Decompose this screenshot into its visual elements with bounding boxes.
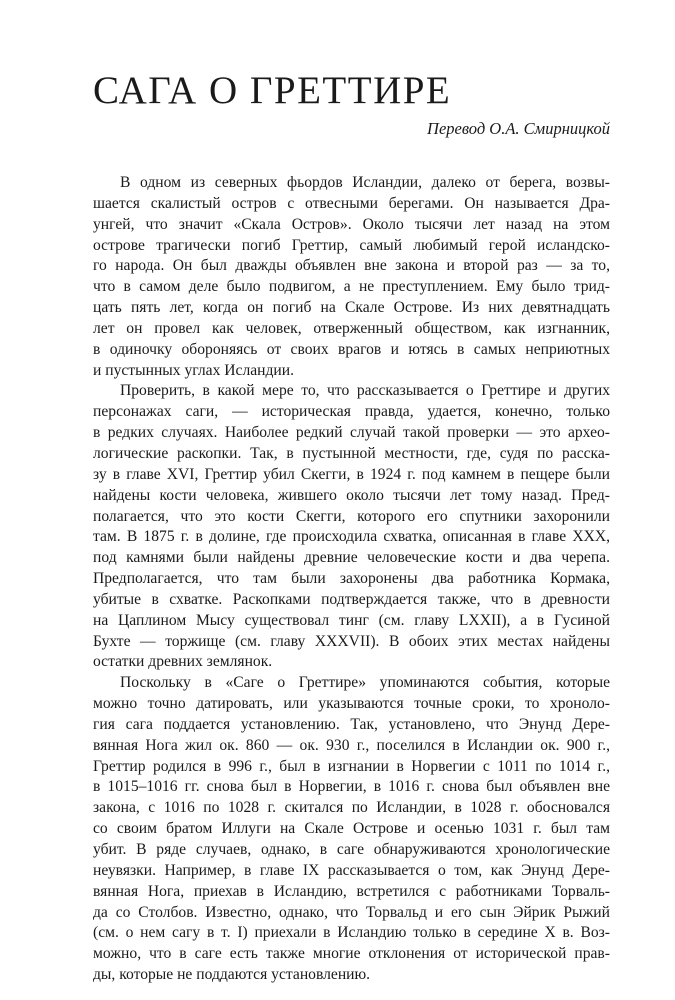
text-line: да со Столбов. Известно, однако, что Торвальд и его сын Эйрик Рыжий (93, 903, 610, 921)
text-line: го народа. Он был дважды объявлен вне закона и второй раз — за то, (93, 257, 610, 275)
chapter-title: САГА О ГРЕТТИРЕ (93, 69, 452, 112)
text-line: полагается, что это кости Скегги, которого его спутники захоронили (93, 507, 610, 525)
text-line: под камнями были найдены древние человеческие кости и два черепа. (93, 549, 610, 567)
text-line: шается скалистый остров с отвесными берегами. Он называется Дра- (93, 194, 610, 212)
translator-credit: Перевод О.А. Смирницкой (427, 119, 610, 138)
text-line: логические раскопки. Так, в пустынной местности, где, судя по расска- (93, 444, 610, 462)
text-line: в 1015–1016 гг. снова был в Норвегии, в 1016 г. снова был объявлен вне (93, 778, 610, 796)
text-line: можно, что в саге есть также многие отклонения от исторической прав- (93, 945, 610, 963)
text-line: можно точно датировать, или указываются точные сроки, то хроноло- (93, 695, 610, 713)
text-line: ды, которые не поддаются установлению. (93, 966, 371, 984)
text-line: закона, с 1016 по 1028 г. скитался по Исландии, в 1028 г. обосновался (93, 799, 610, 817)
text-line: со своим братом Иллуги на Скале Острове и осенью 1031 г. был там (93, 820, 610, 838)
text-line: и пустынных углах Исландии. (93, 361, 295, 379)
text-line: в одиночку обороняясь от своих врагов и ютясь в самых неприютных (93, 340, 610, 358)
text-line: лет он провел как человек, отверженный обществом, как изгнанник, (93, 319, 610, 337)
paragraph-2 (93, 381, 610, 673)
text-line: там. В 1875 г. в долине, где происходила схватка, описанная в главе XXX, (93, 528, 610, 546)
text-line: Проверить, в какой мере то, что рассказывается о Греттире и других (120, 382, 610, 400)
text-line: вянная Нога, приехав в Исландию, встретился с работниками Торваль- (93, 882, 610, 900)
body-text (93, 173, 610, 986)
text-line: зу в главе XVI, Греттир убил Скегги, в 1924 г. под камнем в пещере были (93, 465, 610, 483)
text-line: острове трагически погиб Греттир, самый любимый герой исландско- (93, 236, 610, 254)
text-line: персонажах саги, — историческая правда, удается, конечно, только (93, 403, 610, 421)
text-line: убит. В ряде случаев, однако, в саге обнаруживаются хронологические (93, 841, 610, 858)
text-line: (см. о нем сагу в т. I) приехали в Исландию только в середине X в. Воз- (93, 924, 610, 942)
text-line: В одном из северных фьордов Исландии, далеко от берега, возвы- (120, 174, 610, 191)
text-line: Бухте — торжище (см. главу XXXVII). В обоих этих местах найдены (93, 632, 610, 650)
text-line: гия сага поддается установлению. Так, установлено, что Энунд Дере- (93, 715, 610, 733)
paragraph-1 (93, 173, 610, 381)
text-line: найдены кости человека, жившего около тысячи лет тому назад. Пред- (93, 486, 610, 504)
text-line: на Цаплином Мысу существовал тинг (см. главу LXXII), а в Гусиной (93, 611, 610, 629)
text-line: Греттир родился в 996 г., был в изгнании в Норвегии с 1011 по 1014 г., (93, 757, 610, 775)
text-line: убитые в схватке. Раскопками подтверждается также, что в древности (93, 590, 610, 608)
text-line: Предполагается, что там были захоронены два работника Кормака, (93, 570, 610, 588)
text-line: унгей, что значит «Скала Остров». Около тысячи лет назад на этом (93, 215, 610, 233)
text-line: Поскольку в «Саге о Греттире» упоминаются события, которые (120, 674, 610, 692)
paragraph-3 (93, 673, 610, 986)
text-line: цать пять лет, когда он погиб на Скале Острове. Из них девятнадцать (93, 299, 610, 317)
text-line: в редких случаях. Наиболее редкий случай такой проверки — это архео- (93, 424, 610, 442)
text-line: что в самом деле было подвигом, а не преступлением. Ему было трид- (93, 278, 610, 296)
text-line: неувязки. Например, в главе IX рассказывается о том, как Энунд Дере- (93, 861, 610, 879)
text-line: вянная Нога жил ок. 860 — ок. 930 г., поселился в Исландии ок. 900 г., (93, 736, 610, 754)
text-line: остатки древних землянок. (93, 653, 273, 671)
